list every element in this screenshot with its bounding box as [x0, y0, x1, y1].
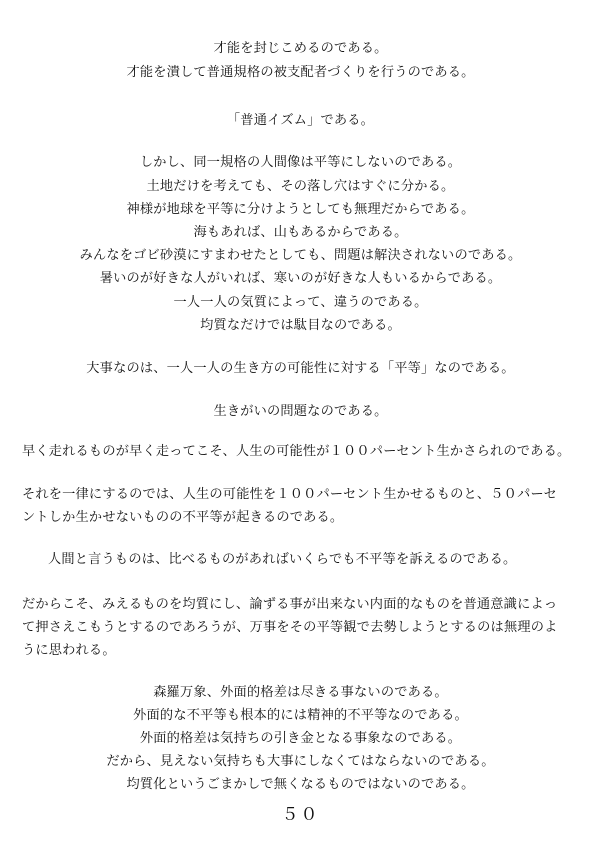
text-line: 森羅万象、外面的格差は尽きる事ないのである。	[153, 685, 448, 700]
text-line: だから、見えない気持ちも大事にしなくてはならないのである。	[106, 754, 495, 769]
text-line: 早く走れるものが早く走ってこそ、人生の可能性が１００パーセント生かさられのである。	[22, 444, 571, 459]
text-line: うに思われる。	[22, 643, 116, 658]
text-line: ントしか生かせないものの不平等が起きるのである。	[22, 510, 344, 525]
text-line: 生きがいの問題なのである。	[213, 404, 388, 419]
text-line: 才能を封じこめるのである。	[213, 41, 388, 56]
text-line: 海もあれば、山もあるからである。	[193, 225, 408, 240]
text-line: 土地だけを考えても、その落し穴はすぐに分かる。	[146, 179, 455, 194]
text-line: 均質化というごまかしで無くなるものではないのである。	[126, 777, 475, 792]
text-line: 「普通イズム」である。	[226, 113, 375, 128]
text-line: みんなをゴビ砂漠にすまわせたとしても、問題は解決されないのである。	[79, 248, 522, 263]
text-line: それを一律にするのでは、人生の可能性を１００パーセント生かせるものと、５０パーセ	[22, 487, 557, 502]
text-line: 一人一人の気質によって、違うのである。	[173, 295, 428, 310]
text-line: だからこそ、みえるものを均質にし、論ずる事が出来ない内面的なものを普通意識によっ	[22, 597, 558, 612]
text-line: しかし、同一規格の人間像は平等にしないのである。	[139, 155, 462, 170]
text-line: 大事なのは、一人一人の生き方の可能性に対する「平等」なのである。	[86, 361, 515, 376]
text-line: て押さえこもうとするのであろうが、万事をその平等観で去勢しようとするのは無理のよ	[22, 620, 558, 635]
text-line: 外面的な不平等も根本的には精神的不平等なのである。	[133, 708, 468, 723]
text-line: 才能を潰して普通規格の被支配者づくりを行うのである。	[126, 65, 475, 80]
text-line: 外面的格差は気持ちの引き金となる事象なのである。	[139, 731, 462, 746]
text-line: 人間と言うものは、比べるものがあればいくらでも不平等を訴えるのである。	[48, 552, 517, 567]
text-line: 暑いのが好きな人がいれば、寒いのが好きな人もいるからである。	[99, 271, 502, 286]
text-line: 均質なだけでは駄目なのである。	[200, 318, 401, 333]
page-number: ５０	[281, 805, 320, 825]
text-line: 神様が地球を平等に分けようとしても無理だからである。	[126, 202, 475, 217]
